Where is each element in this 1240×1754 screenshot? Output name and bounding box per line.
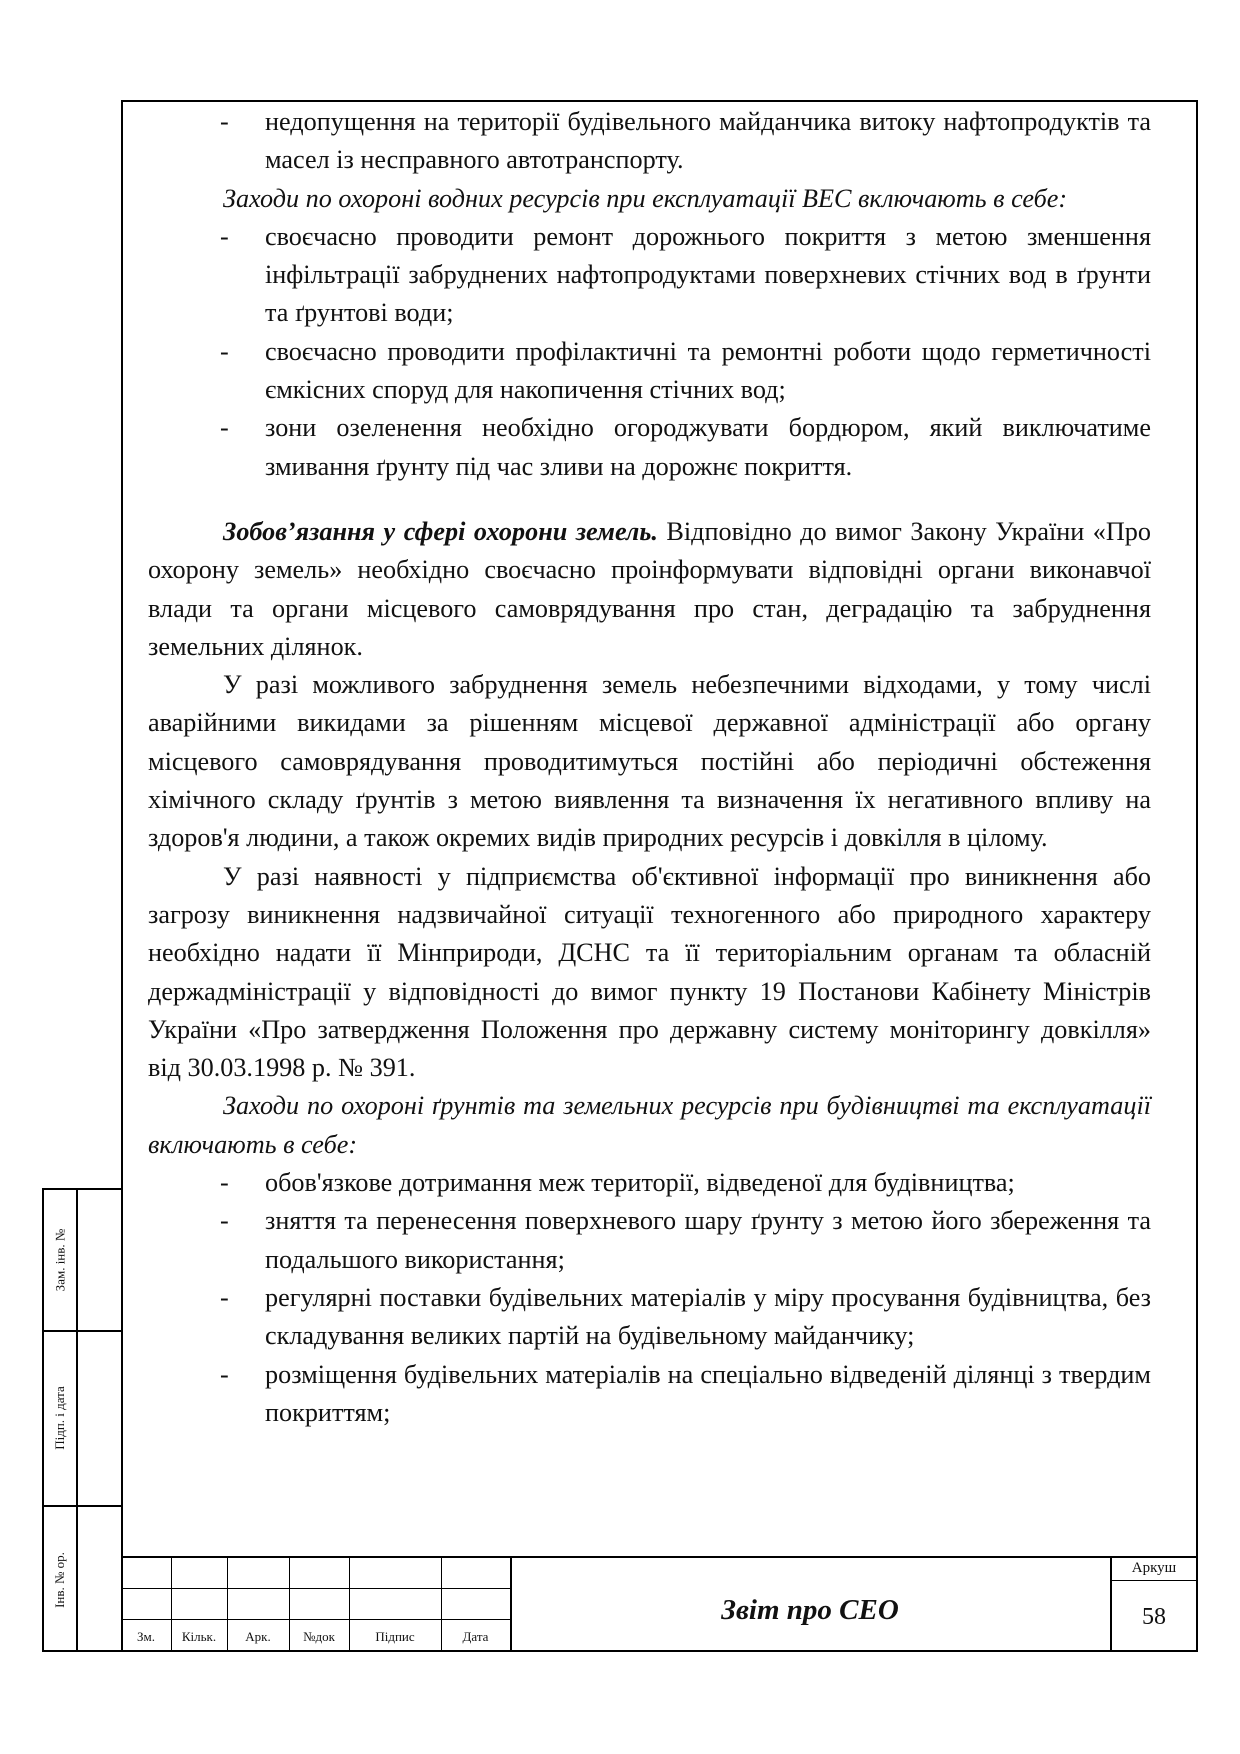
bullet-item [148, 1279, 1151, 1356]
bullet-marker: - [220, 221, 229, 251]
bullet-text: своєчасно проводити профілактичні та ремонтні роботи щодо герметичності ємкісних споруд для накопичення стічних вод; [265, 336, 1151, 405]
bullet-item [148, 409, 1151, 486]
italic-heading-paragraph: Заходи по охороні ґрунтів та земельних ресурсів при будівництві та експлуатації включають в себе: [148, 1091, 1151, 1159]
bullet-text: недопущення на території будівельного майданчика витоку нафтопродуктів та масел із несправного автотранспорту. [265, 107, 1151, 175]
bullet-item [148, 1164, 1151, 1202]
col-label-zm: Зм. [137, 1629, 155, 1644]
bullet-marker: - [220, 413, 229, 443]
bullet-text: розміщення будівельних матеріалів на спеціально відведеній ділянці з твердим покриттям; [265, 1359, 1151, 1427]
bullet-item [148, 218, 1151, 333]
bullet-item [148, 333, 1151, 410]
document-body [148, 103, 1151, 1432]
bullet-marker: - [220, 1282, 229, 1312]
col-label-kilk: Кільк. [181, 1629, 217, 1644]
bullet-marker: - [220, 1168, 229, 1198]
sheet-label: Аркуш [1131, 1560, 1177, 1576]
bullet-text: зняття та перенесення поверхневого шару ґрунту з метою його збереження та подальшого використання; [265, 1206, 1151, 1274]
bullet-marker: - [220, 1206, 229, 1236]
document-title: Звіт про СЕО [721, 1594, 899, 1626]
col-label-data: Дата [462, 1629, 489, 1644]
lead-heading: Зобов’язання у сфері охорони земель. [223, 516, 658, 546]
col-label-pidpys: Підпис [375, 1629, 415, 1644]
body-paragraph: У разі можливого забруднення земель небезпечними відходами, у тому числі аварійними викидами за рішенням місцевої державної адміністрації або органу місцевого самоврядування проводитимуться постійні або періодичні обстеження хімічного складу ґрунтів з метою виявлення та визначення їх негативного впливу на здоров'я людини, а також окремих видів природних ресурсів і довкілля в цілому. [148, 670, 1151, 853]
col-label-ndok: №док [303, 1629, 335, 1644]
bullet-text: обов'язкове дотримання меж території, відведеної для будівництва; [265, 1168, 1015, 1198]
side-label-inv-or: Інв. № ор. [52, 1551, 68, 1608]
col-label-ark: Арк. [245, 1629, 271, 1644]
paragraph-gap [148, 486, 1151, 513]
bullet-item [148, 1356, 1151, 1433]
side-label-pidp-data: Підп. і дата [52, 1385, 67, 1450]
side-label-zam-inv: Зам. інв. № [52, 1228, 67, 1292]
lead-paragraph [148, 513, 1151, 666]
bullet-text: регулярні поставки будівельних матеріалів у міру просування будівництва, без складування великих партій на будівельному майданчику; [265, 1282, 1151, 1351]
lead-text: Відповідно до вимог Закону України «Про охорону земель» необхідно своєчасно проінформувати відповідні органи виконавчої влади та органи місцевого самоврядування про стан, деградацію та забруднення земельних ділянок. [148, 516, 1151, 661]
side-stamp [42, 1188, 121, 1652]
bullet-text: зони озеленення необхідно огороджувати бордюром, який виключатиме змивання ґрунту під час зливи на дорожнє покриття. [265, 413, 1151, 481]
body-paragraph: У разі наявності у підприємства об'єктивної інформації про виникнення або загрозу виникнення надзвичайної ситуації техногенного або природного характеру необхідно надати її Мінприроди, ДСНС та її територіальним органам та обласній держадміністрації у відповідності до вимог пункту 19 Постанови Кабінету Міністрів України «Про затвердження Положення про державну систему моніторингу довкілля» від 30.03.1998 р. № 391. [148, 861, 1151, 1083]
bullet-item [148, 1202, 1151, 1279]
bullet-text: своєчасно проводити ремонт дорожнього покриття з метою зменшення інфільтрації забруднених нафтопродуктами поверхневих стічних вод в ґрунти та ґрунтові води; [265, 221, 1151, 328]
bullet-marker: - [220, 107, 229, 136]
sheet-number: 58 [1142, 1604, 1166, 1630]
bullet-marker: - [220, 336, 229, 366]
bullet-marker: - [220, 1359, 229, 1389]
bullet-item [148, 103, 1151, 180]
title-block [121, 1556, 1198, 1652]
italic-heading-paragraph: Заходи по охороні водних ресурсів при експлуатації ВЕС включають в себе: [223, 183, 1068, 213]
